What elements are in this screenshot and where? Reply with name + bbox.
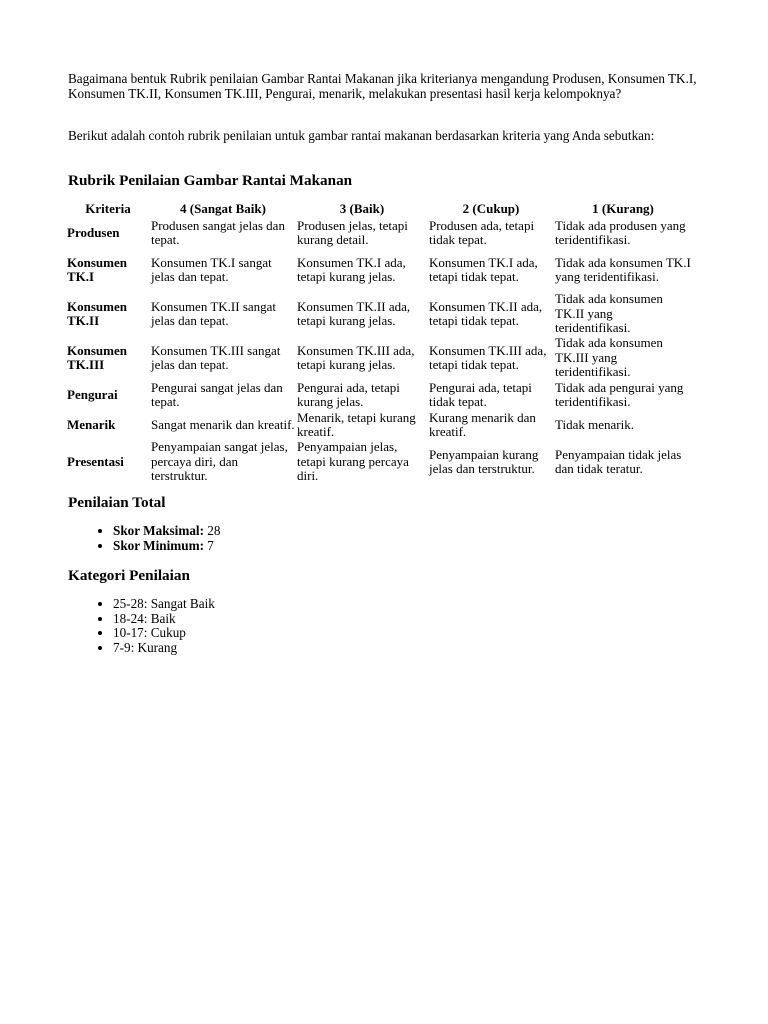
table-row	[66, 218, 692, 248]
list-item	[113, 539, 220, 554]
table-row	[66, 336, 692, 380]
question-paragraph: Bagaimana bentuk Rubrik penilaian Gambar Rantai Makanan jika kriterianya mengandung Produsen, Konsumen TK.I, Konsumen TK.II, Konsumen TK.III, Pengurai, menarik, melakukan presentasi hasil kerja kelompoknya?	[68, 71, 697, 101]
table-cell: Pengurai sangat jelas dan tepat.	[151, 379, 283, 409]
table-cell: Konsumen TK.I sangat jelas dan tepat.	[151, 254, 272, 284]
table-cell: Tidak ada konsumen TK.II yang teridentifikasi.	[555, 291, 663, 336]
list-item: • 7-9: Kurang	[113, 641, 215, 656]
table-cell: Konsumen TK.III ada, tetapi kurang jelas.	[297, 342, 415, 372]
header-score-2: 2 (Cukup)	[462, 201, 520, 217]
table-cell: Tidak menarik.	[555, 416, 634, 432]
table-row	[66, 248, 692, 292]
table-row	[66, 292, 692, 336]
table-row	[66, 380, 692, 410]
header-score-1: 1 (Kurang)	[592, 201, 654, 217]
table-cell: Konsumen TK.I ada, tetapi kurang jelas.	[297, 254, 406, 284]
table-cell: Produsen ada, tetapi tidak tepat.	[429, 217, 535, 247]
table-cell: Konsumen TK.II ada, tetapi kurang jelas.	[297, 298, 411, 328]
list-item	[113, 524, 220, 539]
list-item: • 10-17: Cukup	[113, 626, 215, 641]
criterion-cell: Konsumen TK.III	[67, 342, 127, 372]
table-cell: Produsen jelas, tetapi kurang detail.	[297, 217, 408, 247]
kategori-heading: Kategori Penilaian	[68, 567, 190, 584]
table-cell: Produsen sangat jelas dan tepat.	[151, 217, 285, 247]
score-label: Skor Minimum:	[113, 537, 204, 553]
score-value: 7	[203, 537, 214, 553]
rubric-heading: Rubrik Penilaian Gambar Rantai Makanan	[68, 172, 353, 189]
list-item: • 25-28: Sangat Baik	[113, 597, 215, 612]
list-item: • 18-24: Baik	[113, 612, 215, 627]
table-cell: Tidak ada konsumen TK.I yang teridentifikasi.	[555, 254, 691, 284]
table-cell: Konsumen TK.III ada, tetapi tidak tepat.	[429, 342, 547, 372]
criterion-cell: Produsen	[67, 224, 120, 240]
table-cell: Penyampaian sangat jelas, percaya diri, dan terstruktur.	[151, 439, 288, 484]
criterion-cell: Menarik	[67, 416, 116, 432]
table-cell: Tidak ada konsumen TK.III yang teridentifikasi.	[555, 335, 663, 380]
header-score-4: 4 (Sangat Baik)	[180, 201, 266, 217]
total-heading: Penilaian Total	[68, 494, 166, 511]
table-cell: Tidak ada produsen yang teridentifikasi.	[555, 217, 686, 247]
table-cell: Menarik, tetapi kurang kreatif.	[297, 409, 416, 439]
answer-intro-paragraph: Berikut adalah contoh rubrik penilaian untuk gambar rantai makanan berdasarkan kriteria yang Anda sebutkan:	[68, 128, 655, 143]
table-cell: Konsumen TK.II sangat jelas dan tepat.	[151, 298, 277, 328]
table-cell: Sangat menarik dan kreatif.	[151, 416, 295, 432]
total-list	[90, 524, 220, 553]
criterion-cell: Konsumen TK.II	[67, 298, 127, 328]
header-score-3: 3 (Baik)	[339, 201, 385, 217]
score-value: 28	[203, 523, 221, 538]
table-cell: Tidak ada pengurai yang teridentifikasi.	[555, 379, 684, 409]
header-kriteria: Kriteria	[85, 201, 131, 217]
table-cell: Konsumen TK.I ada, tetapi tidak tepat.	[429, 254, 538, 284]
table-cell: Penyampaian jelas, tetapi kurang percaya diri.	[297, 439, 409, 484]
score-label: Skor Maksimal:	[113, 523, 204, 538]
table-cell: Penyampaian tidak jelas dan tidak teratur.	[555, 446, 682, 476]
criterion-cell: Presentasi	[67, 453, 124, 469]
criterion-cell: Konsumen TK.I	[67, 254, 127, 284]
table-cell: Konsumen TK.II ada, tetapi tidak tepat.	[429, 298, 543, 328]
table-cell: Kurang menarik dan kreatif.	[429, 409, 536, 439]
rubric-table	[66, 201, 692, 484]
table-cell: Pengurai ada, tetapi tidak tepat.	[429, 379, 532, 409]
kategori-list	[90, 597, 215, 655]
table-row	[66, 440, 692, 484]
table-cell: Pengurai ada, tetapi kurang jelas.	[297, 379, 400, 409]
table-row	[66, 410, 692, 440]
criterion-cell: Pengurai	[67, 386, 118, 402]
table-cell: Penyampaian kurang jelas dan terstruktur.	[429, 446, 539, 476]
table-header-row	[66, 201, 692, 218]
table-cell: Konsumen TK.III sangat jelas dan tepat.	[151, 342, 281, 372]
